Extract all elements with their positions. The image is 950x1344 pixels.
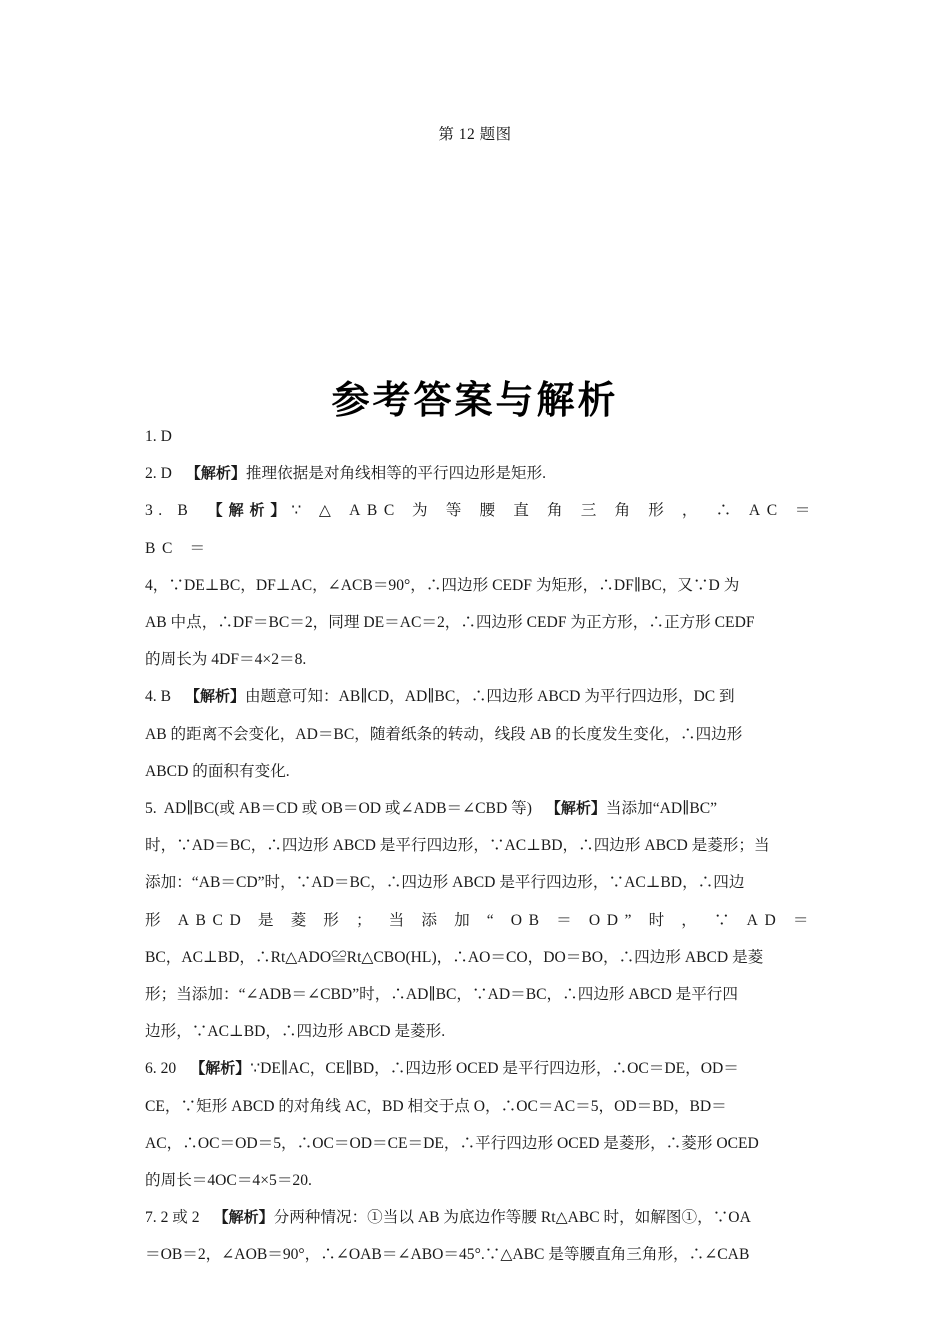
answer-item-4 xyxy=(145,678,817,790)
answer-item-6 xyxy=(145,1050,817,1199)
analysis-text-2: 推理依据是对角线相等的平行四边形是矩形. xyxy=(245,465,547,483)
analysis-line-5-2: 时，∵AD＝BC，∴四边形 ABCD 是平行四边形，∵AC⊥BD，∴四边形 ABCD 是菱形；当 xyxy=(145,837,770,855)
answer-number-4: 4. B xyxy=(145,688,171,706)
page-title: 参考答案与解析 xyxy=(331,378,619,423)
analysis-line-5-7: 边形，∵AC⊥BD，∴四边形 ABCD 是菱形. xyxy=(145,1023,446,1041)
analysis-line-3-1: ∵ △ ABC 为 等 腰 直 角 三 角 形 ， ∴ AC ＝ BC ＝ xyxy=(145,502,817,557)
analysis-line-4-1: 由题意可知：AB∥CD，AD∥BC，∴四边形 ABCD 为平行四边形，DC 到 xyxy=(245,688,735,706)
answers-body xyxy=(145,418,817,1274)
analysis-line-5-1: 当添加“AD∥BC” xyxy=(605,800,718,818)
analysis-line-3-2: 4，∵DE⊥BC，DF⊥AC，∠ACB＝90°，∴四边形 CEDF 为矩形，∴DF∥BC，又∵D 为 xyxy=(145,576,740,594)
figure-caption: 第 12 题图 xyxy=(438,126,512,143)
answer-item-2 xyxy=(145,455,817,492)
analysis-label-7: 【解析】 xyxy=(213,1208,274,1227)
answer-number-2: 2. D xyxy=(145,465,172,483)
analysis-line-7-2: ＝OB＝2，∠AOB＝90°，∴∠OAB＝∠ABO＝45°.∵△ABC 是等腰直角三角形，∴∠CAB xyxy=(145,1246,750,1264)
analysis-line-6-3: AC，∴OC＝OD＝5，∴OC＝OD＝CE＝DE，∴平行四边形 OCED 是菱形，∴菱形 OCED xyxy=(145,1134,759,1152)
analysis-line-3-4: 的周长为 4DF＝4×2＝8. xyxy=(145,651,307,669)
answer-item-3 xyxy=(145,492,817,678)
answer-number-1: 1. D xyxy=(145,428,172,445)
answer-item-5 xyxy=(145,790,817,1050)
analysis-line-5-3: 添加：“AB＝CD”时，∵AD＝BC，∴四边形 ABCD 是平行四边形，∵AC⊥BD，∴四边 xyxy=(145,874,745,892)
analysis-label-4: 【解析】 xyxy=(185,687,246,706)
analysis-label-6: 【解析】 xyxy=(190,1059,251,1078)
analysis-line-5-5: BC，AC⊥BD，∴Rt△ADO≌Rt△CBO(HL)，∴AO＝CO，DO＝BO，∴四边形 ABCD 是菱 xyxy=(145,948,764,966)
answer-item-1 xyxy=(145,418,817,455)
answer-item-7 xyxy=(145,1199,817,1273)
analysis-line-6-2: CE，∵矩形 ABCD 的对角线 AC，BD 相交于点 O，∴OC＝AC＝5，OD＝BD，BD＝ xyxy=(145,1097,727,1115)
analysis-line-4-3: ABCD 的面积有变化. xyxy=(145,762,290,780)
analysis-label-3: 【解析】 xyxy=(207,501,292,520)
analysis-label-5: 【解析】 xyxy=(545,799,606,818)
analysis-line-3-3: AB 中点，∴DF＝BC＝2，同理 DE＝AC＝2，∴四边形 CEDF 为正方形，∴正方形 CEDF xyxy=(145,614,755,632)
analysis-line-7-1: 分两种情况：①当以 AB 为底边作等腰 Rt△ABC 时，如解图①，∵OA xyxy=(273,1209,751,1227)
analysis-line-5-4: 形 ABCD 是 菱 形 ； 当 添 加 “ OB ＝ OD” 时 ， ∵ AD ＝ xyxy=(145,911,816,929)
answer-number-3: 3. B xyxy=(145,502,194,520)
answer-number-7: 7. 2 或 2 xyxy=(145,1209,200,1227)
answer-number-5: 5. xyxy=(145,800,157,818)
answer-value-5: AD∥BC(或 AB＝CD 或 OB＝OD 或∠ADB＝∠CBD 等) xyxy=(163,800,532,818)
analysis-label-2: 【解析】 xyxy=(185,464,246,483)
analysis-line-6-1: ∵DE∥AC，CE∥BD，∴四边形 OCED 是平行四边形，∴OC＝DE，OD＝ xyxy=(250,1060,739,1078)
answer-number-6: 6. 20 xyxy=(145,1060,177,1078)
analysis-line-6-4: 的周长＝4OC＝4×5＝20. xyxy=(145,1172,312,1190)
analysis-line-4-2: AB 的距离不会变化，AD＝BC，随着纸条的转动，线段 AB 的长度发生变化，∴四边形 xyxy=(145,725,743,743)
analysis-line-5-6: 形；当添加：“∠ADB＝∠CBD”时，∴AD∥BC，∵AD＝BC，∴四边形 ABCD 是平行四 xyxy=(145,986,738,1004)
